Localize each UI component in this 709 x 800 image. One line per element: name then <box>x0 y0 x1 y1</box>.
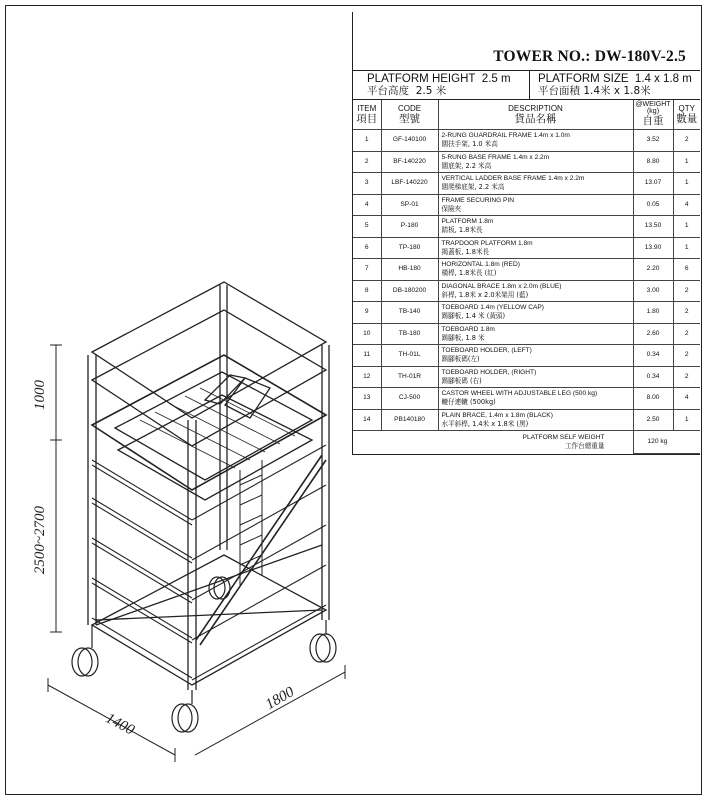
item-number: 14 <box>353 409 381 431</box>
col-item: ITEM 項目 <box>353 100 381 130</box>
dim-guardrail-height: 1000 <box>32 380 48 410</box>
self-weight-value: 120 kg <box>633 431 700 454</box>
item-code: TH-01R <box>381 366 438 388</box>
item-number: 1 <box>353 130 381 152</box>
item-weight: 2.50 <box>633 409 673 431</box>
table-row <box>353 216 700 238</box>
item-number: 5 <box>353 216 381 238</box>
item-qty: 1 <box>673 151 700 173</box>
item-code: HB-180 <box>381 259 438 281</box>
self-weight-label: PLATFORM SELF WEIGHT 工作台總重量 <box>353 431 633 454</box>
item-number: 13 <box>353 388 381 410</box>
item-description: FRAME SECURING PIN 保險夾 <box>438 194 633 216</box>
spec-panel <box>352 12 700 455</box>
item-qty: 6 <box>673 259 700 281</box>
item-weight: 2.60 <box>633 323 673 345</box>
table-row <box>353 194 700 216</box>
item-number: 9 <box>353 302 381 324</box>
table-row <box>353 302 700 324</box>
item-number: 10 <box>353 323 381 345</box>
col-weight: @WEIGHT (kg) 自重 <box>633 100 673 130</box>
item-weight: 13.07 <box>633 173 673 195</box>
col-qty: QTY 數量 <box>673 100 700 130</box>
platform-height-label: PLATFORM HEIGHT <box>367 73 476 85</box>
item-code: LBF-140220 <box>381 173 438 195</box>
item-qty: 1 <box>673 216 700 238</box>
self-weight-row <box>353 431 700 454</box>
item-number: 6 <box>353 237 381 259</box>
item-code: TB-180 <box>381 323 438 345</box>
item-qty: 2 <box>673 366 700 388</box>
item-weight: 8.80 <box>633 151 673 173</box>
platform-size-value: 1.4 x 1.8 m <box>634 73 692 85</box>
platform-height-zh: 平台高度 <box>367 85 409 97</box>
item-weight: 2.20 <box>633 259 673 281</box>
item-description: HORIZONTAL 1.8m (RED) 橫桿, 1.8米長 (紅) <box>438 259 633 281</box>
table-row <box>353 366 700 388</box>
item-description: TOEBOARD HOLDER, (LEFT) 踢腳板碼(左) <box>438 345 633 367</box>
item-code: P-180 <box>381 216 438 238</box>
item-number: 7 <box>353 259 381 281</box>
item-qty: 2 <box>673 323 700 345</box>
platform-size-zh-value: 1.4米 x 1.8米 <box>583 85 651 97</box>
item-qty: 4 <box>673 194 700 216</box>
item-number: 4 <box>353 194 381 216</box>
item-weight: 3.00 <box>633 280 673 302</box>
table-row <box>353 280 700 302</box>
item-weight: 13.90 <box>633 237 673 259</box>
tower-title <box>353 12 700 70</box>
item-weight: 0.34 <box>633 345 673 367</box>
item-qty: 4 <box>673 388 700 410</box>
table-row <box>353 259 700 281</box>
item-description: 5-RUNG BASE FRAME 1.4m x 2.2m 闊底架, 2.2 米高 <box>438 151 633 173</box>
item-code: BF-140220 <box>381 151 438 173</box>
tower-number: DW-180V-2.5 <box>594 48 686 65</box>
item-weight: 3.52 <box>633 130 673 152</box>
table-row <box>353 151 700 173</box>
table-row <box>353 173 700 195</box>
col-code: CODE 型號 <box>381 100 438 130</box>
platform-height <box>353 71 529 99</box>
parts-table <box>353 100 700 454</box>
item-weight: 8.00 <box>633 388 673 410</box>
dim-base-height: 2500~2700 <box>32 505 48 575</box>
table-row <box>353 409 700 431</box>
item-description: DIAGONAL BRACE 1.8m x 2.0m (BLUE) 斜桿, 1.8米 x 2.0米架用 (藍) <box>438 280 633 302</box>
item-description: VERTICAL LADDER BASE FRAME 1.4m x 2.2m 闊爬梯底架, 2.2 米高 <box>438 173 633 195</box>
item-code: TB-140 <box>381 302 438 324</box>
item-description: PLAIN BRACE, 1.4m x 1.8m (BLACK) 水平斜桿, 1.4米 x 1.8米 (黑) <box>438 409 633 431</box>
item-code: SP-01 <box>381 194 438 216</box>
platform-size-label: PLATFORM SIZE <box>538 73 629 85</box>
tower-frame <box>72 282 336 732</box>
item-code: TP-180 <box>381 237 438 259</box>
col-description: DESCRIPTION 貨品名稱 <box>438 100 633 130</box>
item-description: TOEBOARD 1.4m (YELLOW CAP) 踢腳板, 1.4 米 (黃頭) <box>438 302 633 324</box>
item-code: TH-01L <box>381 345 438 367</box>
item-number: 2 <box>353 151 381 173</box>
dim-width: 1400 <box>102 710 137 739</box>
platform-size <box>529 71 700 99</box>
item-description: TRAPDOOR PLATFORM 1.8m 揭蓋板, 1.8米長 <box>438 237 633 259</box>
table-row <box>353 130 700 152</box>
item-description: 2-RUNG GUARDRAIL FRAME 1.4m x 1.0m 闊扶手架, 1.0 米高 <box>438 130 633 152</box>
item-description: CASTOR WHEEL WITH ADJUSTABLE LEG (500 kg) 轆仔連轆 (500kg) <box>438 388 633 410</box>
table-row <box>353 237 700 259</box>
item-qty: 2 <box>673 302 700 324</box>
item-code: CJ-500 <box>381 388 438 410</box>
item-number: 12 <box>353 366 381 388</box>
item-weight: 0.34 <box>633 366 673 388</box>
item-qty: 2 <box>673 130 700 152</box>
table-header-row <box>353 100 700 130</box>
item-weight: 1.80 <box>633 302 673 324</box>
dim-length: 1800 <box>263 684 297 713</box>
table-row <box>353 388 700 410</box>
platform-info <box>353 70 700 100</box>
tower-label: TOWER NO.: <box>493 48 591 65</box>
item-qty: 1 <box>673 173 700 195</box>
item-number: 11 <box>353 345 381 367</box>
item-qty: 2 <box>673 345 700 367</box>
item-description: TOEBOARD HOLDER, (RIGHT) 踢腳板碼 (右) <box>438 366 633 388</box>
platform-size-zh: 平台面積 <box>538 85 580 97</box>
table-row <box>353 323 700 345</box>
item-code: PB140180 <box>381 409 438 431</box>
item-number: 3 <box>353 173 381 195</box>
item-qty: 1 <box>673 237 700 259</box>
platform-height-value: 2.5 m <box>481 73 511 85</box>
item-qty: 1 <box>673 409 700 431</box>
item-number: 8 <box>353 280 381 302</box>
item-weight: 13.50 <box>633 216 673 238</box>
item-qty: 2 <box>673 280 700 302</box>
item-code: DB-180200 <box>381 280 438 302</box>
table-row <box>353 345 700 367</box>
item-weight: 0.05 <box>633 194 673 216</box>
item-description: PLATFORM 1.8m 踏板, 1.8米長 <box>438 216 633 238</box>
item-description: TOEBOARD 1.8m 踢腳板, 1.8 米 <box>438 323 633 345</box>
item-code: GF-140100 <box>381 130 438 152</box>
platform-height-zh-value: 2.5 米 <box>415 85 447 97</box>
